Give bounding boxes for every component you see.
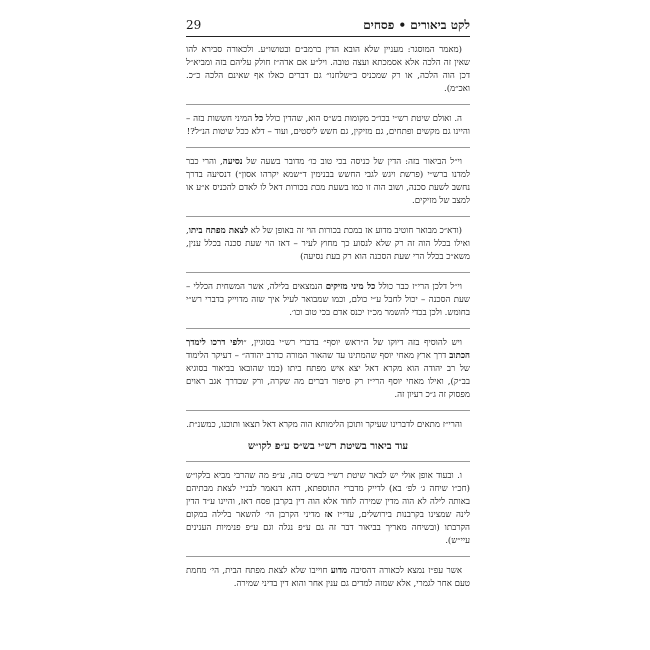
divider: [186, 461, 470, 462]
divider: [186, 104, 470, 105]
page-number: 29: [186, 18, 202, 32]
paragraph: והרי״ז מתאים לדברינו שעיקר ותוכן הלימותא הוה מקרא דאל תצאו ותוכנו, כמשנ״ת.: [186, 420, 462, 430]
divider: [186, 410, 470, 411]
divider: [186, 328, 470, 329]
section-heading: עוד ביאור בשיטת רש״י בש״ס ע״פ לקו״ש: [247, 441, 409, 452]
divider: [186, 147, 470, 148]
divider: [186, 216, 470, 217]
divider: [186, 272, 470, 273]
paragraph: וי״ל הביאור בזה: הדין של כניסה בכי טוב כו׳ מדובר בשעה של נסיעה, והרי כבר למדנו ברש״י (פרשת ויגש לגבי החשש בבנימין ד״שמא יקרהו אסון״) דנסיעה בדרך נחשב לשעת סכנה, ושוב הוה זו כמו בשעת מכת בכורות דאל לו לאדם להכניס א״ע או למצב של מזיקים.: [186, 157, 470, 206]
main-text: [186, 44, 470, 599]
header-title: לקט ביאורים • פסחים: [363, 18, 470, 32]
paragraph: (ודא״כ מבואר חוטיב מדוע אז במכת בכורות הוי זה באופן של לא לצאת מפתח ביתו, ואילו בכלל הוה זה רק שלא לנסוע כך מחוץ לעיר – דאז הוי שעת סכנה בכלל ענין, משא״כ בכלל הרי שעת הסכנה הוא רק בעת נסיעה): [186, 226, 470, 262]
paragraph: וי״ל דלכן הרי״ז כבר כולל כל מיני מזיקים הנמצאים בלילה, אשר המשחית הכללי – שעת הסכנה – יכול לחבל ע״י כולם, וכמו שמבואר לעיל איך שזה מדוייק בדברי רש״י בחומש. ולכן בכדי להשמר מכ״ז יכנס אדם בכי טוב וכו׳.: [186, 282, 470, 318]
divider: [186, 556, 470, 557]
paragraph: ה. ואולם שיטת רש״י בכו״כ מקומות בש״ס הוא, שהדין כולל כל המיני חששות בזה – והיינו גם מקשים ופתחים, גם מזיקין, גם חשש ליסטים, ועוד – דלא ככל שיטות הנ״ל?!: [186, 114, 470, 137]
running-header: [186, 16, 470, 37]
paragraph: ו. ובעוד אופן אולי יש לבאר שיטת רש״י בש״ס בזה, ע״פ מה שהרבי מביא בלקו״ש (חכ״ו שיחה ג׳ לפ׳ בא) לדייק מדברי התוספתא, דהא דנאמר לבנ״י לצאת מבתיהם באותה לילה לא הוה מדין שמירה לחוד אלא הוה דין בקרבן פסח דאז, והיינו ע״ד הדין לינה שמצינו בקרבנות בירושלים, עדי״ז אז מדיני הקרבן הי׳ להשאר בלילה במקום הקרבתו (ובשיחה מאריך בביאור דבר זה גם ע״פ נגלה וגם ע״פ פנימיות הענינים עיי״ש).: [186, 471, 470, 546]
paragraph: ויש להוסיף בזה דיוקו של ה״ראש יוסף״ בדברי רש״י בסוגיין, ״ולפי דרכו לימדך הכתוב דרך ארץ מאחי יוסף שהמתינו עד שהאור המורה כדרב יהודה״ – דעיקר הלימוד של רב יהודה הוא מקרא דאל יצא איש מפתח ביתו (כמו שהובאו בביאור בסוגיא בב״ק), ואילו מאחי יוסף הרי״ז רק סיפור דברים מה שקרה, ורק שבדרך אגב ראוים מפסוק זה ג״כ רעיון זה.: [186, 338, 470, 400]
paragraph: אשר עפ״ז נמצא לכאורה דהסיבה מדוע חוייבו שלא לצאת מפתח הבית, הי׳ מחמת טעם אחר לגמרי, אלא שמזה למדים גם ענין אחר והוא דין בדיני שמירה.: [186, 566, 470, 589]
paragraph: (מאמר המוסגר: מעניין שלא הובא הדין ברמב״ם ובטושו״ע. ולכאורה סבירא להו שאין זה הלכה אלא אסמכתא ועצה טובה. ויל״ע אם אדה״ז חולק עליהם בזה ומביא״ל דכן הוה הלכה, או רק שמכניס ב״שלחנו״ גם דברים כאלו אף שאינם הלכה כ״כ. ואכ״מ).: [186, 45, 470, 94]
